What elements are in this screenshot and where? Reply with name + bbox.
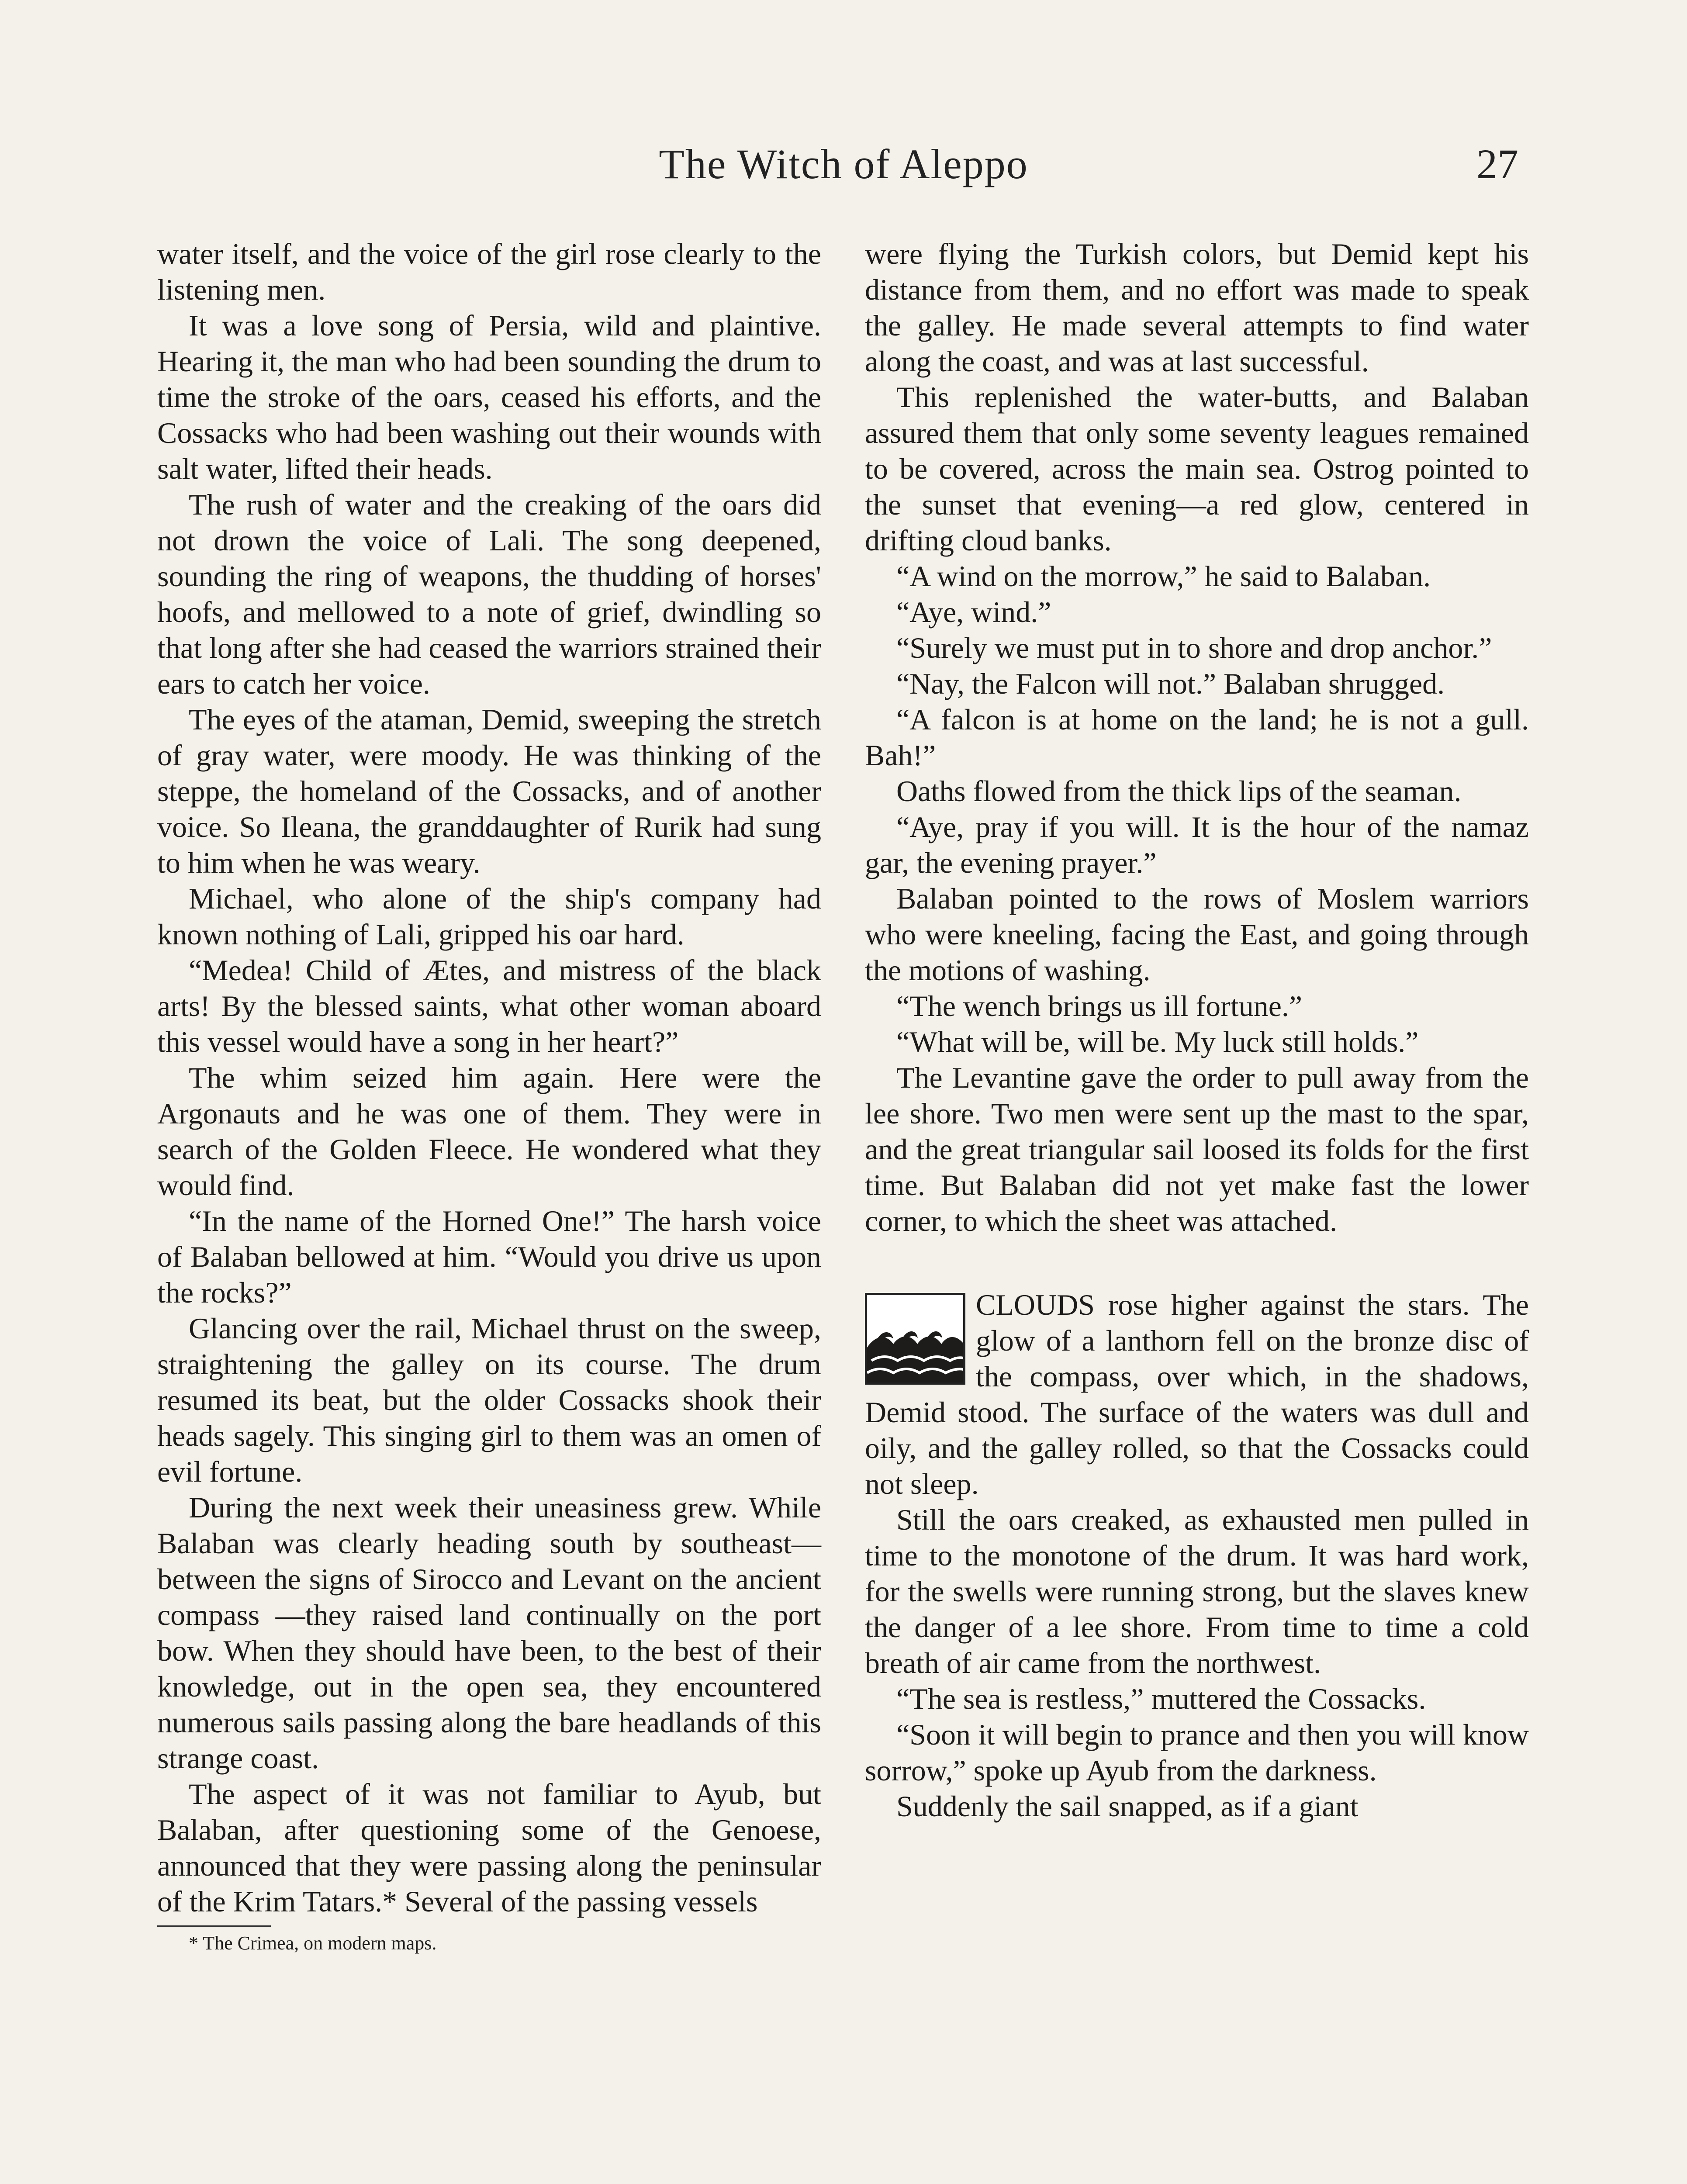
right-column	[865, 236, 1529, 1824]
paragraph: Glancing over the rail, Michael thrust on the sweep, straightening the galley on its course. The drum resumed its beat, but the older Cossacks shook their heads sagely. This singing girl to them was an omen of evil fortune.	[157, 1312, 821, 1488]
running-title: The Witch of Aleppo	[659, 141, 1028, 187]
page-number: 27	[1476, 141, 1518, 187]
paragraph: It was a love song of Persia, wild and plaintive. Hearing it, the man who had been sounding the drum to time the stroke of the oars, ceased his efforts, and the Cossacks who had been washing out their wounds with salt water, lifted their heads.	[157, 309, 821, 485]
paragraph: “What will be, will be. My luck still holds.”	[896, 1025, 1419, 1058]
footnote: * The Crimea, on modern maps.	[189, 1932, 437, 1954]
paragraph: “Medea! Child of Ætes, and mistress of the black arts! By the blessed saints, what other woman aboard this vessel would have a song in her heart?”	[157, 954, 821, 1058]
section-break	[865, 1287, 1529, 1502]
paragraph: “The wench brings us ill fortune.”	[896, 989, 1303, 1023]
paragraph: The whim seized him again. Here were the Argonauts and he was one of them. They were in search of the Golden Fleece. He wondered what they would find.	[157, 1061, 821, 1202]
paragraph: “Surely we must put in to shore and drop anchor.”	[896, 631, 1492, 664]
paragraph: were flying the Turkish colors, but Demid kept his distance from them, and no effort was made to speak the galley. He made several attempts to find water along the coast, and was at last successful.	[865, 237, 1529, 378]
paragraph: “Aye, wind.”	[896, 595, 1051, 629]
paragraph: Still the oars creaked, as exhausted men pulled in time to the monotone of the drum. It was hard work, for the swells were running strong, but the slaves knew the danger of a lee shore. From time to time a cold breath of air came from the northwest.	[865, 1503, 1529, 1679]
paragraph: This replenished the water-butts, and Balaban assured them that only some seventy leagues remained to be covered, across the main sea. Ostrog pointed to the sunset that evening—a red glow, centered in drifting cloud banks.	[865, 380, 1529, 557]
paragraph: The Levantine gave the order to pull away from the lee shore. Two men were sent up the mast to the spar, and the great triangular sail loosed its folds for the first time. But Balaban did not yet make fast the lower corner, to which the sheet was attached.	[865, 1061, 1529, 1237]
paragraph: Suddenly the sail snapped, as if a giant	[896, 1790, 1359, 1823]
paragraph: water itself, and the voice of the girl rose clearly to the listening men.	[157, 237, 821, 306]
paragraph: Michael, who alone of the ship's company had known nothing of Lali, gripped his oar hard.	[157, 882, 821, 951]
paragraph: “The sea is restless,” muttered the Cossacks.	[896, 1682, 1426, 1715]
paragraph: Oaths flowed from the thick lips of the seaman.	[896, 774, 1462, 808]
waves-ornament	[865, 1293, 965, 1385]
paragraph: “A falcon is at home on the land; he is not a gull. Bah!”	[865, 703, 1529, 772]
paragraph: The aspect of it was not familiar to Ayub, but Balaban, after questioning some of the Genoese, announced that they were passing along the peninsular of the Krim Tatars.* Several of the passing vessels	[157, 1777, 821, 1918]
paragraph: “A wind on the morrow,” he said to Balaban.	[896, 560, 1431, 593]
paragraph: “Aye, pray if you will. It is the hour of the namaz gar, the evening prayer.”	[865, 810, 1529, 879]
paragraph: Balaban pointed to the rows of Moslem warriors who were kneeling, facing the East, and going through the motions of washing.	[865, 882, 1529, 987]
paragraph: The eyes of the ataman, Demid, sweeping the stretch of gray water, were moody. He was thinking of the steppe, the homeland of the Cossacks, and of another voice. So Ileana, the granddaughter of Rurik had sung to him when he was weary.	[157, 703, 821, 879]
left-column	[157, 236, 821, 1956]
section-opening-paragraph: CLOUDS rose higher against the stars. The glow of a lanthorn fell on the bronze disc of the compass, over which, in the shadows, Demid stood. The surface of the waters was dull and oily, and the galley rolled, so that the Cossacks could not sleep.	[865, 1288, 1529, 1500]
paragraph: During the next week their uneasiness grew. While Balaban was clearly heading south by southeast—between the signs of Sirocco and Levant on the ancient compass —they raised land continually on the port bow. When they should have been, to the best of their knowledge, out in the open sea, they encountered numerous sails passing along the bare headlands of this strange coast.	[157, 1491, 821, 1775]
paragraph: “Soon it will begin to prance and then you will know sorrow,” spoke up Ayub from the darkness.	[865, 1718, 1529, 1787]
waves-icon	[867, 1295, 963, 1382]
footnote-rule	[157, 1925, 271, 1927]
paragraph: “Nay, the Falcon will not.” Balaban shrugged.	[896, 667, 1445, 700]
paragraph: The rush of water and the creaking of the oars did not drown the voice of Lali. The song deepened, sounding the ring of weapons, the thudding of horses' hoofs, and mellowed to a note of grief, dwindling so that long after she had ceased the warriors strained their ears to catch her voice.	[157, 488, 821, 700]
paragraph: “In the name of the Horned One!” The harsh voice of Balaban bellowed at him. “Would you drive us upon the rocks?”	[157, 1204, 821, 1309]
